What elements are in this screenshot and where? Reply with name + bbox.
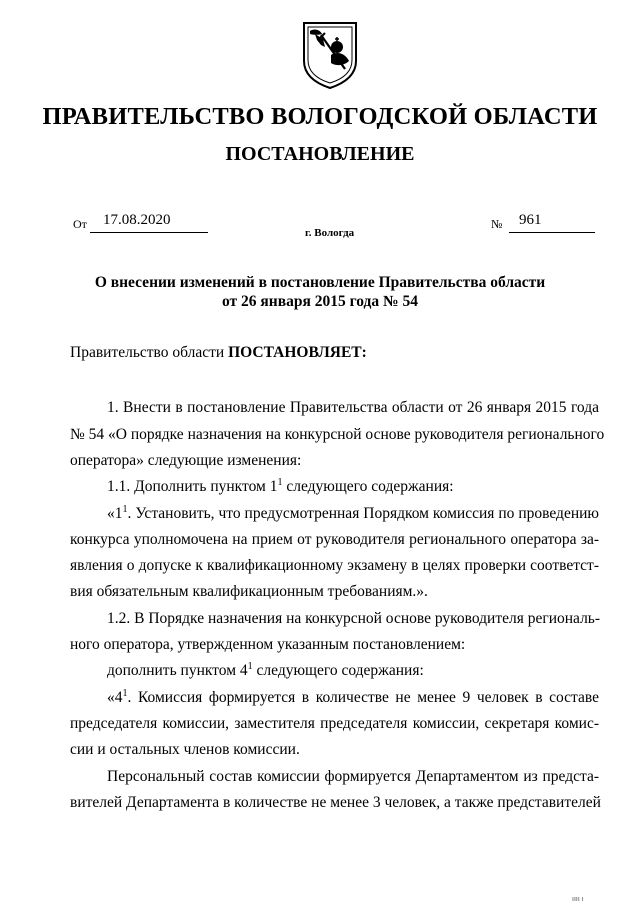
item-1-1-text: 1.1. Дополнить пунктом 1: [107, 478, 278, 495]
quote1-line-4: вия обязательным квалификационным требованиям.».: [70, 583, 428, 600]
quote2-line-2: председателя комиссии, заместителя председателя комиссии, секретаря комис-: [70, 715, 599, 732]
quote2-line-3: сии и остальных членов комиссии.: [70, 741, 300, 758]
para1-line-1: 1. Внести в постановление Правительства области от 26 января 2015 года: [107, 399, 599, 416]
number-prefix-label: №: [491, 217, 503, 231]
quote1-superscript: 1: [122, 504, 128, 515]
subject-line-2: от 26 января 2015 года № 54: [222, 293, 418, 310]
quote2-start: «4: [107, 689, 123, 706]
add-point-text: дополнить пунктом 4: [107, 662, 248, 679]
item-1-2-line-2: ного оператора, утвержденном указанным постановлением:: [70, 636, 466, 653]
date-prefix-label: От: [73, 217, 87, 231]
para1-line-2: № 54 «О порядке назначения на конкурсной основе руководителя регионального: [70, 426, 605, 443]
add-point-line: [107, 662, 424, 680]
page-footer-marks: ıııı ı: [572, 896, 584, 903]
quote2-text: . Комиссия формируется в количестве не менее 9 человек в составе: [127, 689, 599, 706]
personnel-line-2: вителей Департамента в количестве не менее 3 человек, а также представителей: [70, 794, 601, 811]
number-underline: [509, 232, 595, 233]
quote1-line-1: [107, 505, 599, 523]
quote1-text: . Установить, что предусмотренная Порядком комиссия по проведению: [127, 505, 599, 522]
quote2-line-1: [107, 689, 599, 707]
quote1-line-2: конкурса уполномочена на прием от руководителя регионального оператора за-: [70, 531, 599, 548]
document-date: 17.08.2020: [103, 212, 171, 228]
personnel-line-1: Персональный состав комиссии формируется Департаментом из предста-: [107, 768, 599, 785]
quote1-line-3: явления о допуске к квалификационному экзамену в целях проверки соответст-: [70, 557, 599, 574]
city-label: г. Вологда: [305, 227, 355, 239]
add-point-tail: следующего содержания:: [252, 662, 424, 679]
preamble-text: Правительство области: [70, 344, 229, 361]
date-underline: [90, 232, 208, 233]
preamble: [70, 344, 367, 362]
item-1-2-line-1: 1.2. В Порядке назначения на конкурсной основе руководителя региональ-: [107, 610, 601, 627]
document-number: 961: [519, 212, 542, 228]
item-1-1: [107, 478, 454, 496]
coat-of-arms-emblem: [301, 17, 359, 89]
quote1-start: «1: [107, 505, 123, 522]
item-1-1-superscript: 1: [277, 477, 283, 488]
organization-title: ПРАВИТЕЛЬСТВО ВОЛОГОДСКОЙ ОБЛАСТИ: [42, 103, 598, 130]
item-1-1-tail: следующего содержания:: [282, 478, 454, 495]
quote2-superscript: 1: [122, 688, 128, 699]
add-point-superscript: 1: [247, 661, 253, 672]
document-type-title: ПОСТАНОВЛЕНИЕ: [225, 143, 415, 165]
preamble-decree-word: ПОСТАНОВЛЯЕТ:: [228, 344, 367, 361]
subject-line-1: О внесении изменений в постановление Правительства области: [94, 274, 546, 291]
para1-line-3: оператора» следующие изменения:: [70, 452, 302, 469]
